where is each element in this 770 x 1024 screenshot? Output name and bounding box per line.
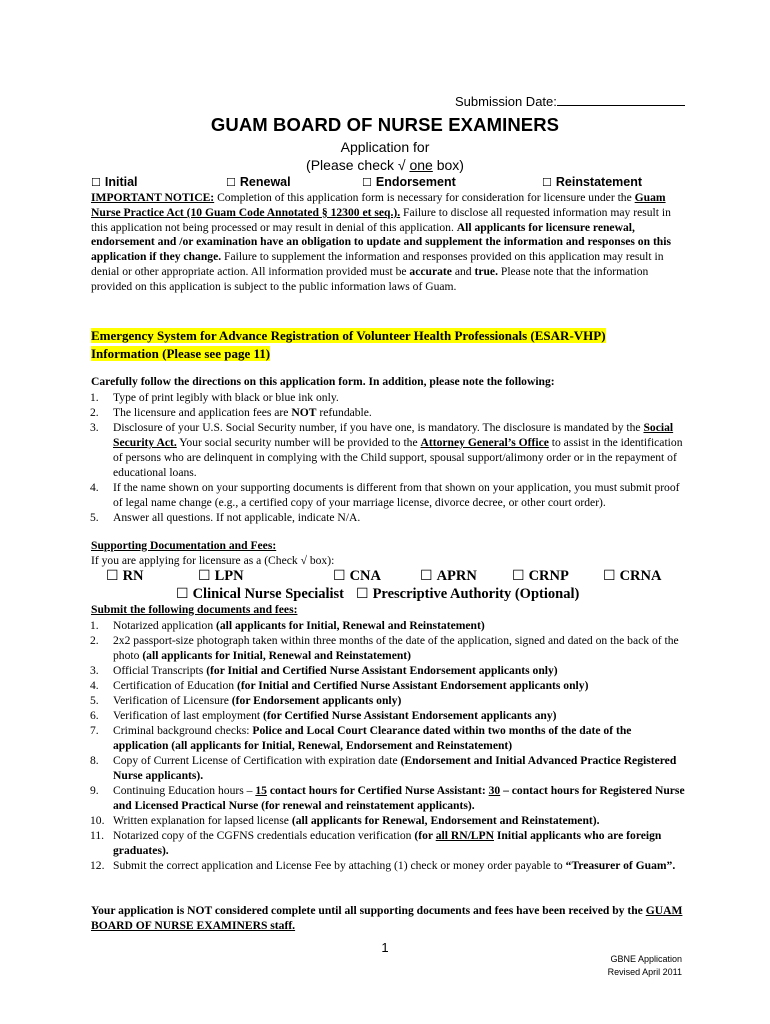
important-notice <box>91 191 685 295</box>
license-type-label: RN <box>122 568 144 584</box>
list-text: Continuing Education hours – <box>113 784 256 797</box>
notice-text-1: Completion of this application form is necessary for consideration for licensure under the <box>214 191 635 204</box>
list-text: 2x2 passport-size photograph taken within three months of the date of the application, signed and dated on the back of the photo <box>113 634 679 662</box>
checkbox-icon[interactable]: ☐ <box>512 568 525 584</box>
list-number: 2. <box>90 634 99 647</box>
revision-date: Revised April 2011 <box>607 967 682 977</box>
list-item <box>90 858 686 873</box>
license-type-prescriptive[interactable] <box>356 586 579 603</box>
license-type-crna[interactable] <box>603 568 661 585</box>
check-intro: If you are applying for licensure as a (Check √ box): <box>91 554 335 567</box>
list-item <box>90 813 686 828</box>
list-number: 5. <box>90 694 99 707</box>
list-text-bold: “Treasurer of Guam”. <box>565 859 676 872</box>
list-number: 7. <box>90 724 99 737</box>
list-item <box>90 828 686 858</box>
notice-true: true. <box>474 264 498 278</box>
list-text-bold: (for <box>414 829 436 842</box>
list-text-bold: Initial applicants who are foreign graduates). <box>113 829 662 857</box>
license-type-cns[interactable] <box>176 586 344 603</box>
list-text-bold: (Endorsement and Initial Advanced Practice Registered Nurse applicants). <box>113 754 677 782</box>
subtitle-check-post: box) <box>432 157 464 173</box>
list-item <box>90 420 686 480</box>
list-item <box>90 663 686 678</box>
list-text: Criminal background checks: <box>113 724 253 737</box>
list-text: Copy of Current License of Certification with expiration date <box>113 754 401 767</box>
checkbox-icon[interactable]: ☐ <box>333 568 346 584</box>
list-number: 6. <box>90 709 99 722</box>
list-text: Your social security number will be provided to the <box>176 436 421 449</box>
application-type-initial[interactable] <box>91 175 138 189</box>
checkbox-icon[interactable]: ☐ <box>198 568 211 584</box>
list-number: 3. <box>90 421 99 434</box>
list-number: 8. <box>90 754 99 767</box>
list-item <box>90 390 686 405</box>
license-type-label: CRNA <box>619 568 662 584</box>
submit-heading: Submit the following documents and fees: <box>91 603 298 616</box>
license-type-cna[interactable] <box>333 568 381 585</box>
list-item <box>90 693 686 708</box>
ce-hours-rn: 30 <box>488 784 501 797</box>
list-number: 1. <box>90 619 99 632</box>
list-text: Submit the correct application and License Fee by attaching (1) check or money order payable to <box>113 859 566 872</box>
list-text: to assist in the identification of persons who are delinquent in complying with the Child support, spousal support/alimony order or in the repayment of educational loans. <box>113 436 683 479</box>
page-title: GUAM BOARD OF NURSE EXAMINERS <box>210 114 560 135</box>
checkbox-icon[interactable]: ☐ <box>176 586 189 602</box>
list-text: Notarized application <box>113 619 217 632</box>
list-number: 2. <box>90 406 99 419</box>
list-number: 1. <box>90 391 99 404</box>
list-number: 12. <box>90 859 105 872</box>
completion-note <box>91 903 687 933</box>
esar-vhp-notice <box>91 327 606 363</box>
list-number: 4. <box>90 679 99 692</box>
list-number: 11. <box>90 829 105 842</box>
list-text: Written explanation for lapsed license <box>113 814 292 827</box>
notice-bold-obligation: All applicants for licensure renewal, endorsement and /or examination have an obligation to update and supplement the information and responses on this application if they change. <box>91 220 671 264</box>
application-type-label: Renewal <box>239 175 291 189</box>
list-item <box>90 405 686 420</box>
form-name: GBNE Application <box>610 954 682 964</box>
subtitle-check-pre: (Please check √ <box>306 157 410 173</box>
notice-text-4: Please note that the information provided on this application is subject to the public information laws of Guam. <box>91 264 649 293</box>
list-text-bold: (for Initial and Certified Nurse Assistant Endorsement applicants only) <box>206 664 558 677</box>
notice-text-3: Failure to supplement the information and responses provided on this application may result in denial or other appropriate action. All information provided must be <box>91 250 664 278</box>
list-item <box>90 510 686 525</box>
list-text: refundable. <box>316 406 372 419</box>
list-text-bold: (for Initial and Certified Nurse Assistant Endorsement applicants only) <box>236 679 589 692</box>
license-type-label: Prescriptive Authority (Optional) <box>372 586 580 602</box>
list-item <box>90 783 686 813</box>
list-item <box>90 723 686 753</box>
license-type-crnp[interactable] <box>512 568 569 585</box>
application-type-label: Initial <box>104 175 138 189</box>
checkbox-icon[interactable]: ☐ <box>542 176 552 189</box>
esar-line-2: Information (Please see page 11) <box>91 346 271 361</box>
list-text: Type of print legibly with black or blue ink only. <box>113 391 339 404</box>
license-type-lpn[interactable] <box>198 568 244 585</box>
license-type-label: Clinical Nurse Specialist <box>192 586 345 602</box>
list-number: 9. <box>90 784 99 797</box>
directions-intro: Carefully follow the directions on this application form. In addition, please note the following: <box>91 375 555 388</box>
directions-list <box>90 390 686 525</box>
subtitle-application-for: Application for <box>340 139 430 155</box>
list-text: Answer all questions. If not applicable, indicate N/A. <box>113 511 361 524</box>
checkbox-icon[interactable]: ☐ <box>362 176 372 189</box>
license-type-aprn[interactable] <box>420 568 477 585</box>
list-text-bold: Police and Local Court Clearance dated within two months of the date of the application (all applicants for Initial, Renewal, Endorsement and Reinstatement) <box>113 724 632 752</box>
list-item <box>90 480 686 510</box>
list-item <box>90 618 686 633</box>
license-type-label: APRN <box>436 568 477 584</box>
application-type-label: Endorsement <box>375 175 456 189</box>
list-text: Notarized copy of the CGFNS credentials education verification <box>113 829 415 842</box>
list-text-bold: (for Endorsement applicants only) <box>231 694 402 707</box>
attorney-general-office: Attorney General’s Office <box>420 436 549 449</box>
list-number: 3. <box>90 664 99 677</box>
list-text-bold: (all applicants for Renewal, Endorsement and Reinstatement). <box>291 814 600 827</box>
list-text: The licensure and application fees are <box>113 406 292 419</box>
application-type-endorsement[interactable] <box>362 175 456 189</box>
ce-hours-cna: 15 <box>255 784 267 797</box>
supporting-heading: Supporting Documentation and Fees: <box>91 539 277 552</box>
list-text-bold: – contact hours for Registered Nurse and Licensed Practical Nurse (for renewal and reinstatement applicants). <box>113 784 685 812</box>
submission-date <box>455 93 685 109</box>
list-item <box>90 633 686 663</box>
all-rn-lpn: all RN/LPN <box>435 829 494 842</box>
list-text-bold: contact hours for Certified Nurse Assistant: <box>266 784 489 797</box>
esar-line-1: Emergency System for Advance Registration of Volunteer Health Professionals (ESAR-VHP) <box>91 328 606 343</box>
license-type-rn[interactable] <box>106 568 144 585</box>
notice-and: and <box>451 264 475 278</box>
submission-date-blank[interactable] <box>557 93 685 106</box>
list-item <box>90 708 686 723</box>
list-text-bold: NOT <box>291 406 317 419</box>
notice-text-2: Failure to disclose all requested information may result in this application not being processed or may result in denial of this application. <box>91 205 671 234</box>
list-text-bold: (for Certified Nurse Assistant Endorsement applicants any) <box>263 709 557 722</box>
application-type-renewal[interactable] <box>226 175 291 189</box>
license-type-label: CNA <box>349 568 381 584</box>
license-type-label: LPN <box>214 568 244 584</box>
list-item <box>90 753 686 783</box>
list-text: Certification of Education <box>113 679 237 692</box>
checkbox-icon[interactable]: ☐ <box>91 176 101 189</box>
social-security-act: Social Security Act. <box>113 421 674 449</box>
application-type-label: Reinstatement <box>555 175 643 189</box>
subtitle-check-one-word: one <box>409 157 433 173</box>
application-type-reinstatement[interactable] <box>542 175 642 189</box>
notice-act: Guam Nurse Practice Act (10 Guam Code Annotated § 12300 et seq.). <box>91 191 666 219</box>
list-text: Disclosure of your U.S. Social Security number, if you have one, is mandatory. The disclosure is mandated by the <box>113 421 644 434</box>
list-text: Verification of Licensure <box>113 694 232 707</box>
list-text-bold: (all applicants for Initial, Renewal and Reinstatement) <box>216 619 485 632</box>
list-text: Official Transcripts <box>113 664 207 677</box>
list-number: 5. <box>90 511 99 524</box>
subtitle-check-one <box>0 157 770 173</box>
notice-heading: IMPORTANT NOTICE: <box>91 191 215 204</box>
submission-date-label: Submission Date: <box>455 94 557 109</box>
checkbox-icon[interactable]: ☐ <box>420 568 433 584</box>
checkbox-icon[interactable]: ☐ <box>226 176 236 189</box>
notice-accurate: accurate <box>409 264 452 278</box>
license-type-label: CRNP <box>528 568 569 584</box>
list-number: 4. <box>90 481 99 494</box>
list-text-bold: (all applicants for Initial, Renewal and Reinstatement) <box>142 649 412 662</box>
list-text: If the name shown on your supporting documents is different from that shown on your application, you must submit proof of legal name change (e.g., a certified copy of your marriage license, divorce decree, or other court order). <box>113 481 680 509</box>
list-text: Verification of last employment <box>113 709 264 722</box>
list-item <box>90 678 686 693</box>
list-number: 10. <box>90 814 105 827</box>
documents-list <box>90 618 686 873</box>
checkbox-icon[interactable]: ☐ <box>356 586 369 602</box>
completion-staff: GUAM BOARD OF NURSE EXAMINERS staff. <box>91 904 683 932</box>
checkbox-icon[interactable]: ☐ <box>106 568 119 584</box>
completion-text: Your application is NOT considered complete until all supporting documents and fees have been received by the <box>91 904 646 917</box>
checkbox-icon[interactable]: ☐ <box>603 568 616 584</box>
page-number: 1 <box>381 940 389 955</box>
